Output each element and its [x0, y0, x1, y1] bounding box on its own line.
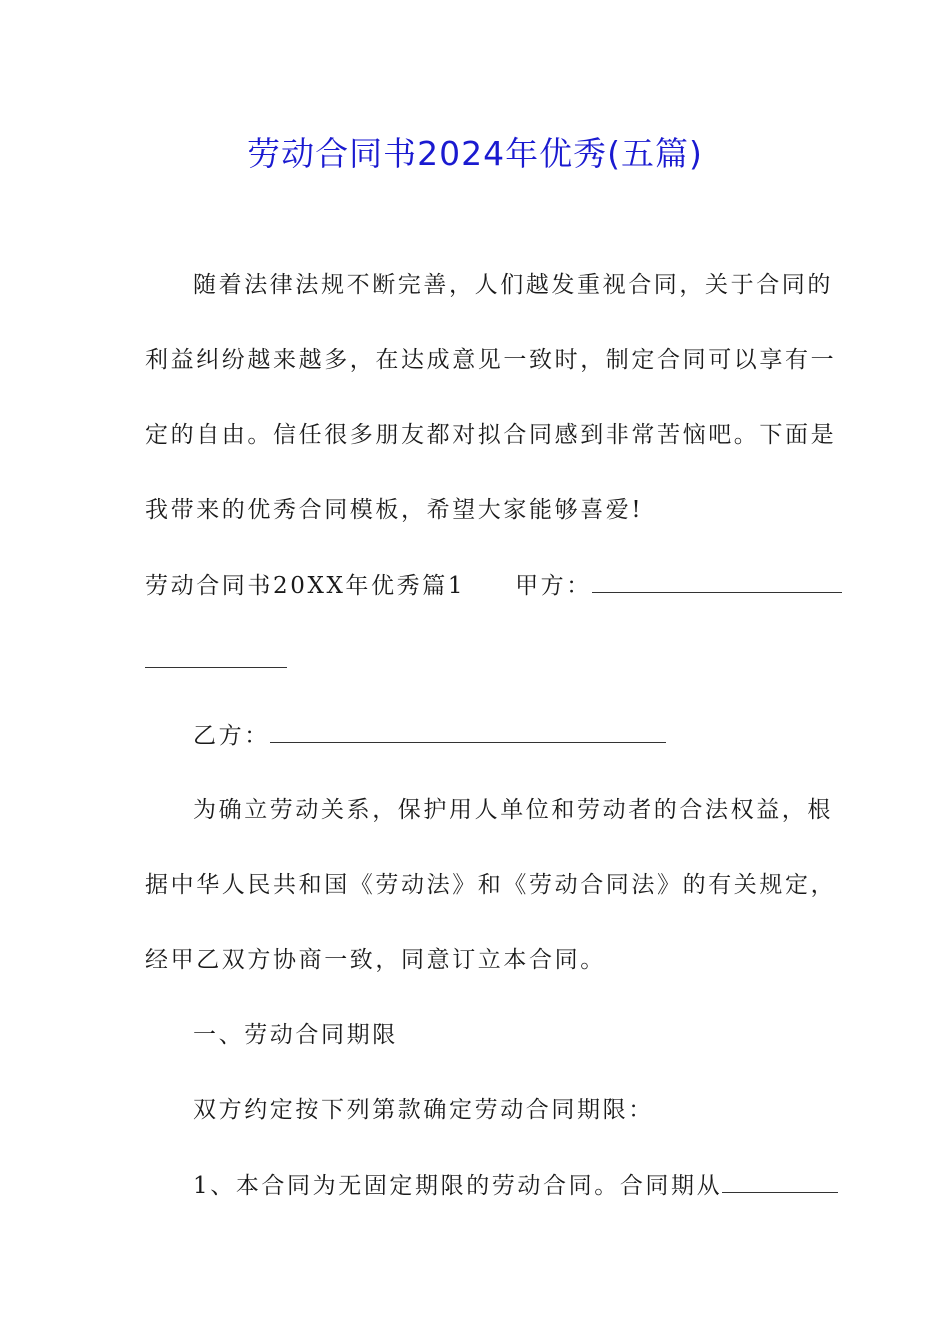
document-title: 劳动合同书2024年优秀(五篇): [247, 134, 703, 173]
contract-start-blank: [722, 1170, 838, 1193]
purpose-line-2: 据中华人民共和国《劳动法》和《劳动合同法》的有关规定，: [145, 872, 837, 898]
intro-line-1: 随着法律法规不断完善，人们越发重视合同，关于合同的: [193, 272, 833, 298]
purpose-line-3: 经甲乙双方协商一致，同意订立本合同。: [145, 947, 606, 973]
party-b-row: [193, 720, 666, 751]
clause-1-intro: 双方约定按下列第款确定劳动合同期限：: [193, 1097, 654, 1123]
clause-1-heading: 一、劳动合同期限: [193, 1022, 398, 1048]
clause-1-item-1: 1、本合同为无固定期限的劳动合同。合同期从: [193, 1173, 723, 1199]
intro-line-2: 利益纠纷越来越多，在达成意见一致时，制定合同可以享有一: [145, 347, 837, 373]
section-heading: 劳动合同书20XX年优秀篇1: [145, 573, 466, 599]
party-a-blank: [592, 570, 842, 593]
party-a-blank-continued: [145, 645, 287, 676]
purpose-line-1: 为确立劳动关系，保护用人单位和劳动者的合法权益，根: [193, 797, 833, 823]
party-a-blank-2: [145, 645, 287, 668]
section-heading-row: [145, 570, 842, 601]
party-a-label: 甲方：: [515, 573, 592, 599]
clause-1-item-1-row: [193, 1170, 838, 1201]
party-b-blank: [270, 720, 666, 743]
intro-line-4: 我带来的优秀合同模板，希望大家能够喜爱!: [145, 497, 644, 523]
intro-line-3: 定的自由。信任很多朋友都对拟合同感到非常苦恼吧。下面是: [145, 422, 837, 448]
party-b-label: 乙方：: [193, 723, 270, 749]
